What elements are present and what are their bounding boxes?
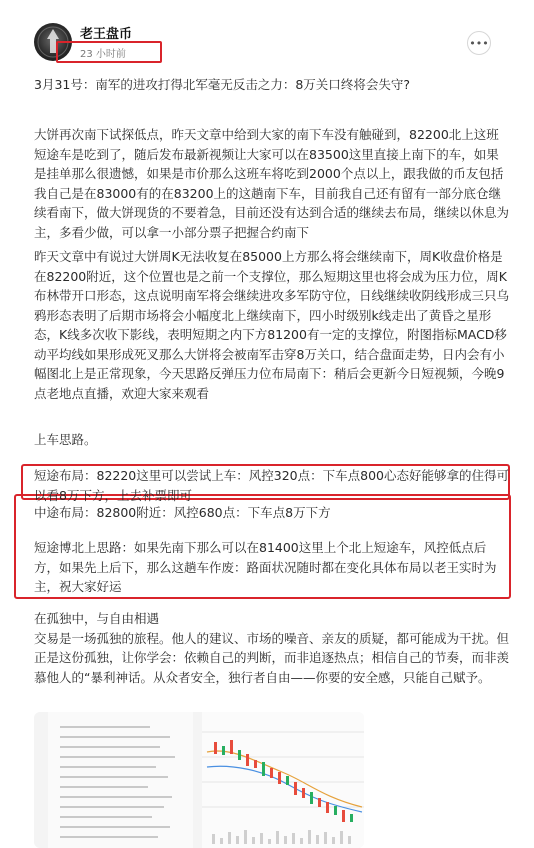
doc-line [60,736,170,738]
more-options-button[interactable] [467,31,491,55]
doc-line [60,836,158,838]
doc-line [60,766,156,768]
doc-line [60,746,160,748]
author-name[interactable]: 老王盘币 [80,27,133,42]
route-title: 上车思路。 [34,432,97,447]
chart-thumbnail[interactable] [202,712,364,848]
candlestick-chart-icon [202,712,364,848]
document-thumbnail[interactable] [48,712,193,848]
post-headline: 3月31号：南军的进攻打得北军毫无反击之力：8万关口终将会失守? [34,77,410,92]
post-image-gallery[interactable] [34,712,364,848]
doc-line [60,726,150,728]
post-time: 23 小时前 [80,49,126,60]
bull-route-text: 短途博北上思路：如果先南下那么可以在81400这里上个北上短途车，风控低点后方，如果先上后下，那么这趟车作废：路面状况随时都在变化具体布局以老王实时为主，祝大家好运 [34,540,497,594]
doc-line [60,776,168,778]
mid-route-text: 中途布局：82800附近：风控680点：下车点8万下方 [34,505,331,520]
post-paragraph-1: 大饼再次南下试探低点，昨天文章中给到大家的南下车没有触碰到，82200北上这班短途车是吃到了，随后发布最新视频让大家可以在83500这里直接上南下的车，如果是挂单那么很遗憾，如果是市价那么这班车将吃到2000个点以上，跟我做的币友包括我自己是在83000有的在83200上的这趟南下车，目前我自己还有留有一部分底仓继续看南下，做大饼现货的不要着急，目前还没有达到合适的继续去布局，继续以休息为主，多看少做，可以拿一小部分票子把握合约南下 [34,127,510,240]
post-header [0,0,534,70]
doc-line [60,816,152,818]
short-route-text: 短途布局：82220这里可以尝试上车：风控320点：下车点800心态好能够拿的住得可以看8万下方，上去补票即可 [34,468,509,503]
doc-line [60,756,175,758]
doc-line [60,786,148,788]
closing-text: 在孤独中，与自由相遇 交易是一场孤独的旅程。他人的建议、市场的噪音、亲友的质疑，都可能成为干扰。但正是这份孤独，让你学会：依赖自己的判断，而非追逐热点；相信自己的节奏，而非羡慕他人的“暴利神话。从众者安全，独行者自由——你要的安全感，只能自己赋予。 [34,611,510,685]
post-paragraph-2: 昨天文章中有说过大饼周K无法收复在85000上方那么将会继续南下，周K收盘价格是在82200附近，这个位置也是之前一个支撑位，那么短期这里也将会成为压力位，周K布林带开口形态，这点说明南军将会继续进攻多军防守位，日线继续收阴线形成三只乌鸦形态表明了后期市场将会小幅度北上继续南下，四小时级别k线走出了黄昏之星形态，K线多次收下影线，表明短期之内下方81200有一定的支撑位，附图指标MACD移动平均线如果形成死叉那么大饼将会被南军击穿8万关口，结合盘面走势，日内会有小幅图北上是正常现象，今天思路反弹压力位布局南下：稍后会更新今日短视频，今晚9点老地点直播，欢迎大家来观看 [34,249,510,401]
doc-line [60,806,164,808]
doc-line [60,796,172,798]
doc-line [60,826,170,828]
more-icon: ••• [469,36,489,50]
